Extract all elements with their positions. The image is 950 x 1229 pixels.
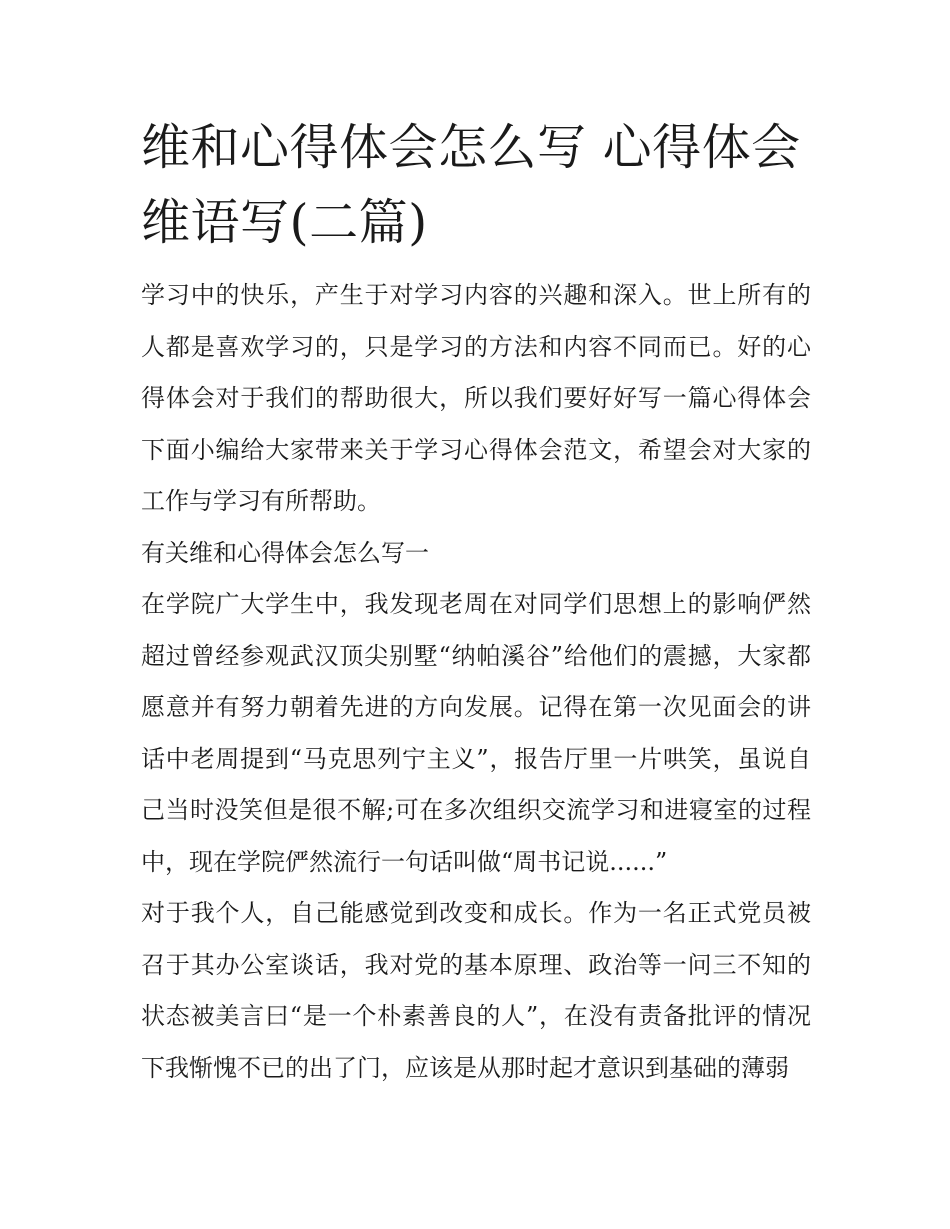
- body-paragraph-1: 在学院广大学生中，我发现老周在对同学们思想上的影响俨然超过曾经参观武汉顶尖别墅“纳帕溪谷”给他们的震撼，大家都愿意并有努力朝着先进的方向发展。记得在第一次见面会的讲话中老周提到“马克思列宁主义”，报告厅里一片哄笑，虽说自己当时没笑但是很不解;可在多次组织交流学习和进寝室的过程中，现在学院俨然流行一句话叫做“周书记说......”: [141, 590, 811, 876]
- body-paragraph-2: 对于我个人，自己能感觉到改变和成长。作为一名正式党员被召于其办公室谈话，我对党的基本原理、政治等一问三不知的状态被美言曰“是一个朴素善良的人”，在没有责备批评的情况下我惭愧不已的出了门，应该是从那时起才意识到基础的薄弱: [141, 899, 811, 1082]
- document-title: 维和心得体会怎么写 心得体会维语写(二篇): [141, 119, 801, 251]
- intro-paragraph: 学习中的快乐，产生于对学习内容的兴趣和深入。世上所有的人都是喜欢学习的，只是学习的方法和内容不同而已。好的心得体会对于我们的帮助很大，所以我们要好好写一篇心得体会下面小编给大家带来关于学习心得体会范文，希望会对大家的工作与学习有所帮助。: [141, 281, 811, 515]
- document-page: [141, 110, 811, 1094]
- section-heading: 有关维和心得体会怎么写一: [141, 538, 429, 567]
